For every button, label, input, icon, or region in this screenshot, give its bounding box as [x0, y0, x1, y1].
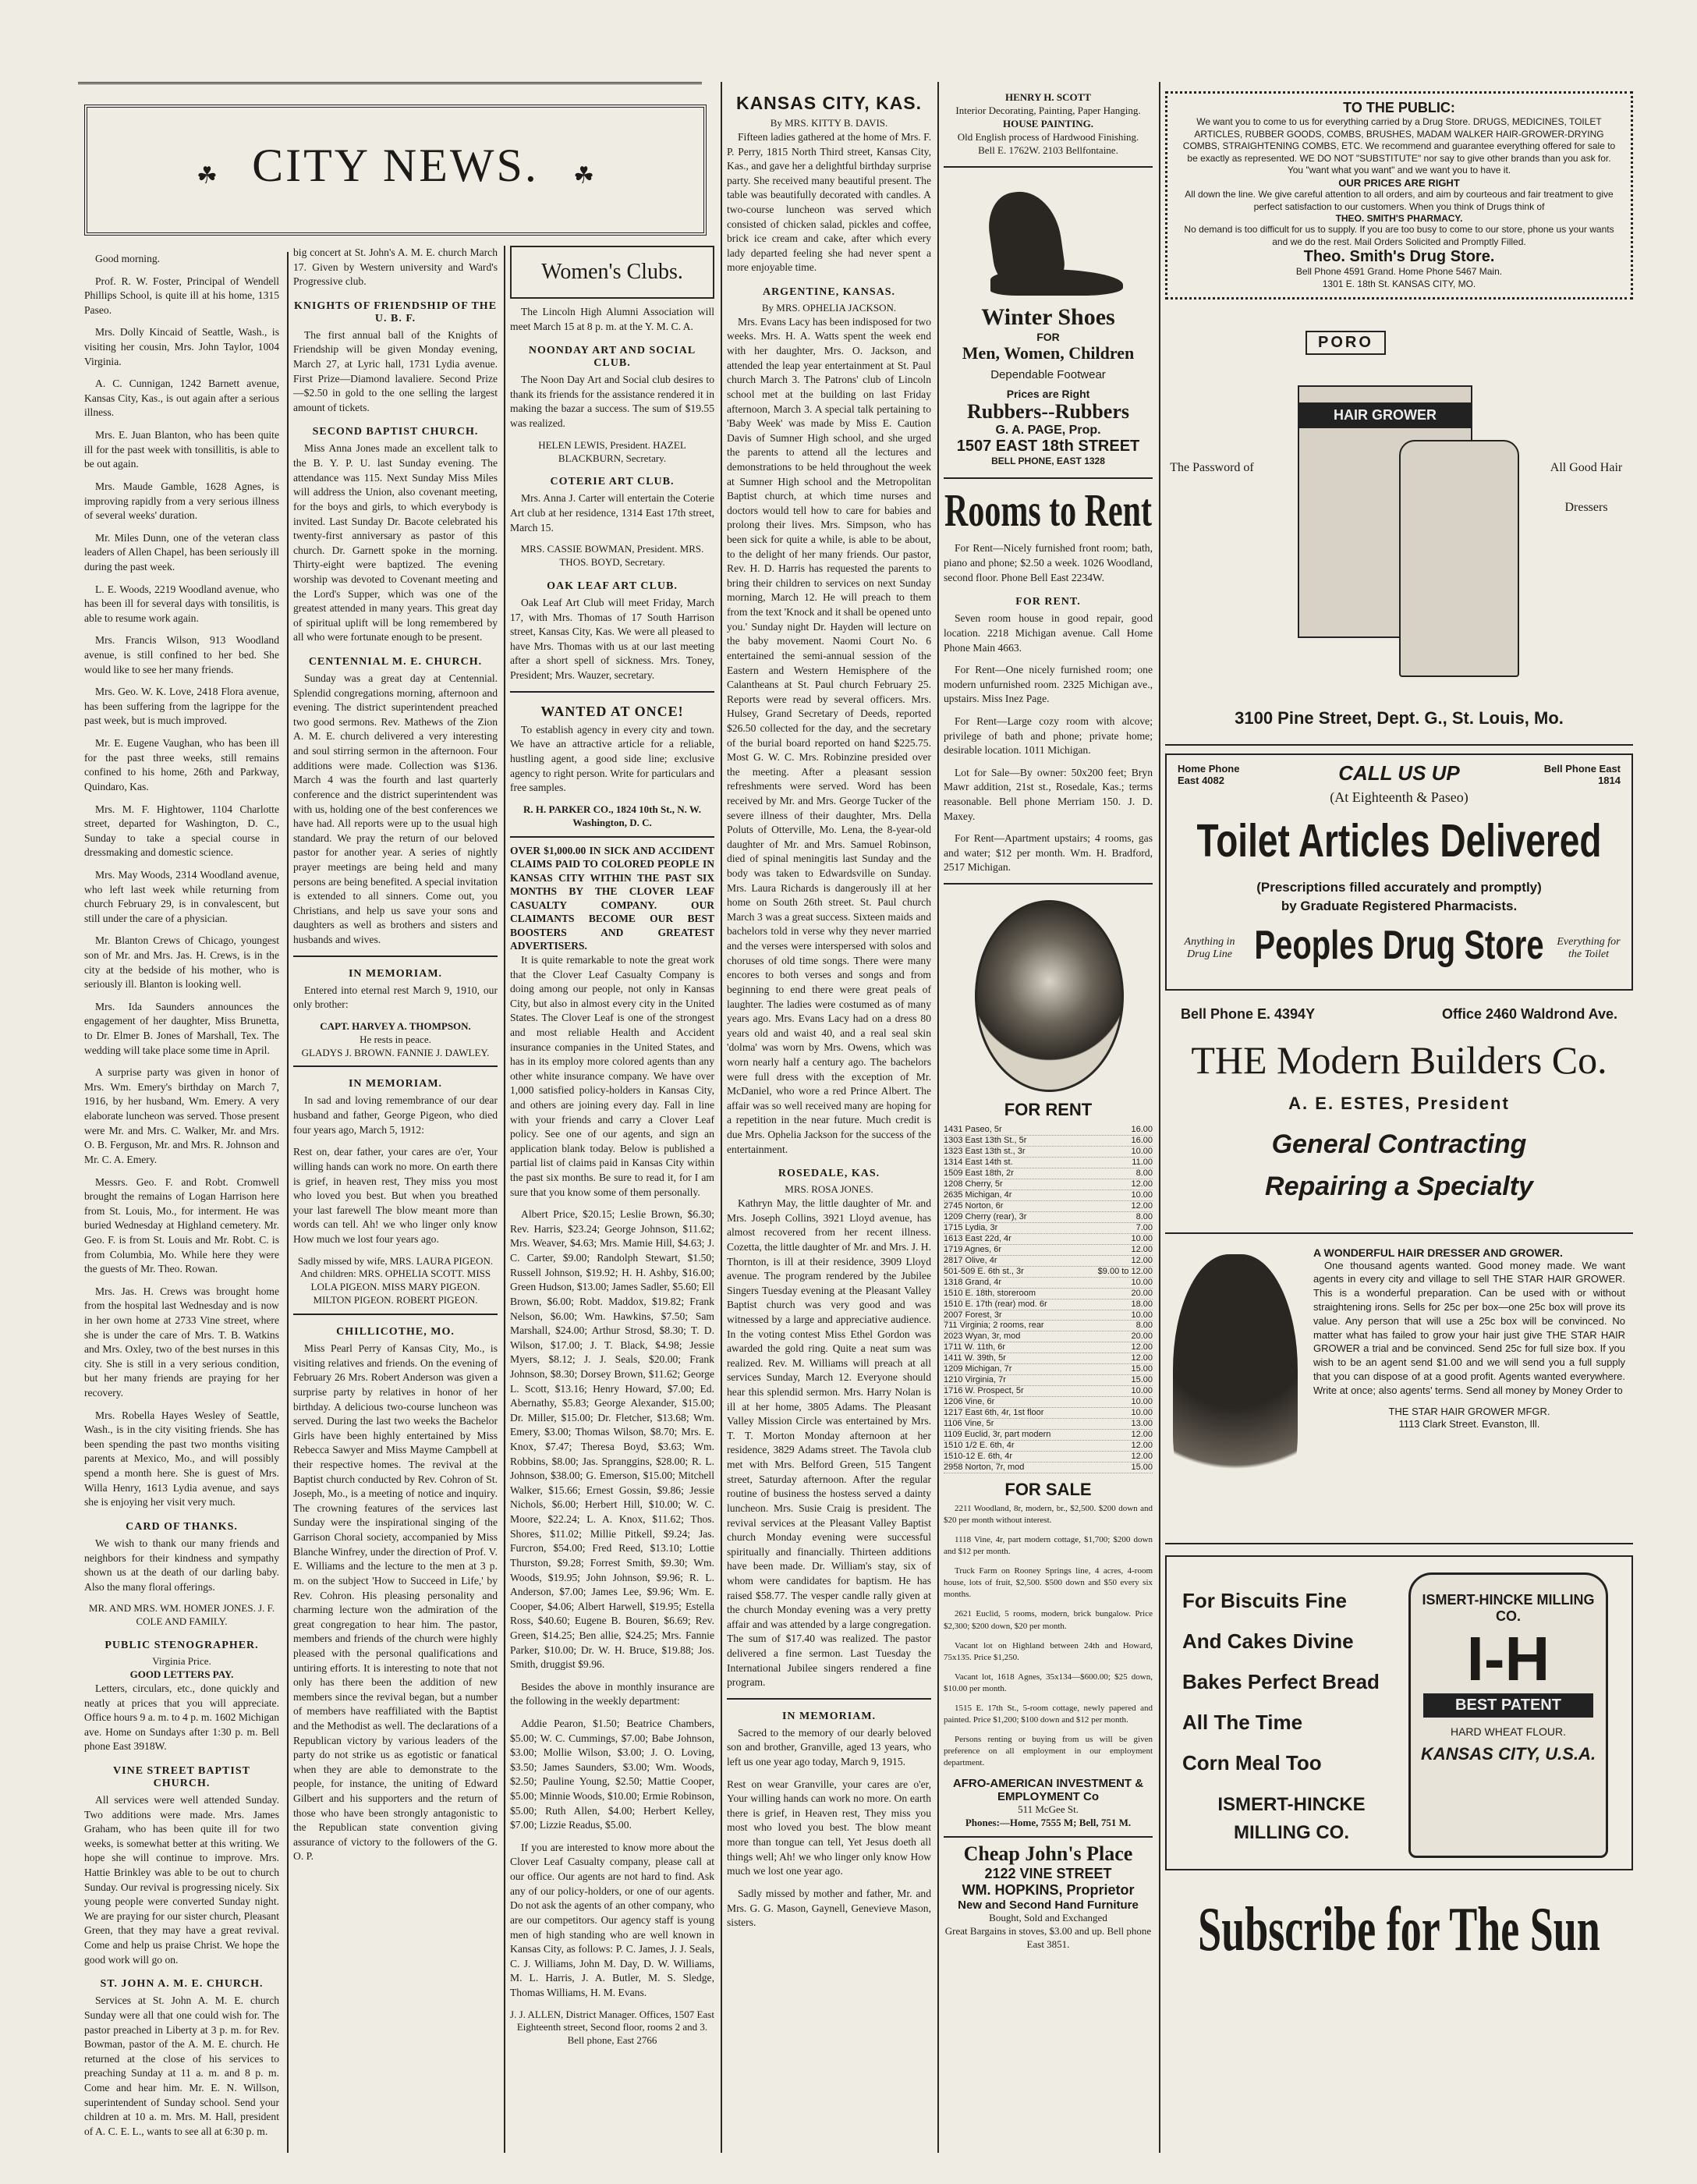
shoes-rubbers: Rubbers--Rubbers — [966, 400, 1130, 424]
clover-leaf-weekly-claims: Addie Pearon, $1.50; Beatrice Chambers, $5.00; W. C. Cummings, $7.00; Babe Johnson, $3.00; Mollie Wilson, $3.00; J. O. Loving, $3.50; James Saunders, $3.00; Wm. Woods, $2.50; Pauline Young, $2.50; Mattie Cooper, $5.00; Minnie Woods, $10.00; Ermie Robinson, $5.00; Ruth Allen, $4.00; Herbert Kelley, $7.00; Lizzie Readus, $5.00. — [510, 1717, 714, 1831]
masthead — [78, 82, 702, 240]
rosedale-text: Kathryn May, the little daughter of Mr. and Mrs. Joseph Collins, 3921 Lloyd avenue, has almost recovered from her recent illness. Cozetta, the little daughter of Mr. and Mrs. J. H. Thornton, is ill at their residence, 3909 Lloyd avenue. The program rendered by the Jubilee Singers Tuesday evening at the Pleasant Valley Baptist church was very good and was witnessed by a large and appreciative audience. In the voting contest Miss Ethel Gordon was awarded the gold ring. Quite a neat sum was realized. Rev. M. Williams will preach at all services Sunday, March 12. Everyone should hear this splendid sermon. Mrs. Harry Nolan is ill at her home, 3805 Adams. The Pleasant Valley Mission Circle was entertained by Mrs. T. T. Morton Monday afternoon at her residence, 3829 Adams street. The Tavola club met with Mrs. Belford Green, 515 Tangent street, Saturday afternoon. After the regular routine of business the hostess served a dainty luncheon. Mrs. Susie Craig is president. The revival services at the Pleasant Valley Baptist church Monday evening were successful spiritually and financially. Thirteen additions have been made. Dr. William's stay, six of whom were candidates for baptism. He has raised $58.77. The vesper candle rally given at the church Monday evening was a very pretty affair and was attended by a large congregation. The sum of $17.40 was realized. The pastor delivered a fine sermon. Last Tuesday the International Jubilee singers rendered a fine program. — [727, 1197, 931, 1689]
rent-price: 8.00 — [1135, 1321, 1153, 1331]
star-hair-company: THE STAR HAIR GROWER MFGR. — [1388, 1405, 1550, 1417]
argentine-text: Mrs. Evans Lacy has been indisposed for two weeks. Mrs. H. A. Watts spent the week end with her daughter, Mrs. O. Jackson, and attended the leap year entertainment at St. Paul church March 3. The Patrons' club of Lincoln school met at the building on last Friday afternoon, March 3. A special talk pertaining to 'Baby Week' was made by Miss E. Caution Davis of Sumner High school, and she urged the parents to attend all the lectures and demonstrations to be held throughout the week at Sumner High school and the Metropolitan Baptist church, at which time nurses and doctors would tell how to care for babies and prolong their lives. Mrs. Simpson, who has been sick for quite a while, is able to be about, to the delight of her many friends. Our pastor, Rev. H. D. Harris has requested the parents to bring their children to services on next Sunday morning, March 12. He will preach to them from the text 'Knock and it shall be opened unto you.' Sunday night Dr. Hayden will lecture on the baby movement. Naomi Court No. 6 entertained the semi-annual session of the Eastern and Western Hemisphere of the Calantheans at St. Paul church February 25. Reports were read by several officers. Mrs. Hulsey, Grand Secretary of Deeds, reported $26.50 collected for the day, and the secretary of the burial board reported on hand $225.75. Most G. W. C. Mrs. Robinzine presided over the meeting. After a pleasant session refreshments were served. Word has been received by Mr. and Mrs. George Tucker of the severe illness of their daughter, Mrs. Della Poluts of Otterville, Mo. Lena, the 8-year-old daughter of Mr. and Mrs. Samuel Robinson, died of spinal meningitis last Sunday and the body was taken to Edwardsville on Sunday. Mrs. Laura Richards is dangerously ill at her home on South 26th street. St. Paul church March 3 was a great success. Sixteen maids and bachelors told in verse why they never married and the verses were interspersed with solos and choruses of old time songs. There were many encores to both verses and songs and from beginning to end there were great peals of laughter. The ladies were costumed as of many years ago. Mrs. Evans Lacy had on a dress 80 years old and waist 40, and a real seal skin 'dolma' was worn by Mrs. Owens, which was worn nearly half a century ago. The bachelors were full dress with the exception of Mr. McDaniel, who wore a red Prince Albert. The affair was so well received many are hoping for a repetition in the near future. Much credit is due Mrs. Ophelia Jackson for the success of the entertainment. — [727, 315, 931, 1155]
rent-listing: Seven room house in good repair, good location. 2218 Michigan avenue. Call Home Phone Main 4663. — [944, 612, 1153, 654]
rent-row — [944, 1299, 1153, 1310]
rent-address: 1210 Virginia, 7r — [944, 1375, 1006, 1385]
rent-price: 10.00 — [1131, 1397, 1153, 1407]
news-item: Mrs. E. Juan Blanton, who has been quite ill for the past week with tonsillitis, is able to be out again. — [84, 429, 279, 470]
sale-listing: Vacant lot, 1618 Agnes, 35x134—$600.00; $25 down, $10.00 per month. — [944, 1672, 1153, 1693]
cheap-johns-address: 2122 VINE STREET — [984, 1865, 1112, 1881]
rent-address: 1510 1/2 E. 6th, 4r — [944, 1441, 1015, 1451]
star-hair-text-block — [1313, 1246, 1625, 1432]
call-us-up: CALL US UP — [1338, 760, 1460, 785]
rent-price: 16.00 — [1131, 1125, 1153, 1135]
shoes-prices: Prices are Right — [1006, 388, 1090, 401]
memoriam-heading: IN MEMORIAM. — [348, 1078, 443, 1090]
sale-listing: 2621 Euclid, 5 rooms, modern, brick bungalow. Price $2,300; $200 down, $20 per month. — [944, 1609, 1153, 1631]
rent-price: 8.00 — [1135, 1168, 1153, 1178]
rent-row — [944, 1125, 1153, 1136]
news-item: Mrs. Francis Wilson, 913 Woodland avenue, is still confined to her bed. She would like to see her many friends. — [84, 634, 279, 675]
scott-name: HENRY H. SCOTT — [1005, 91, 1091, 103]
poro-right-tagline: All Good Hair Dressers — [1550, 460, 1623, 514]
news-item: Mrs. Geo. W. K. Love, 2418 Flora avenue, has been suffering from the lagrippe for the past week, but is much improved. — [84, 686, 279, 727]
clover-ornament-icon: ☘ — [573, 163, 594, 189]
pharmacists-line: by Graduate Registered Pharmacists. — [1281, 898, 1518, 913]
column-rule — [937, 82, 939, 2153]
memoriam-signature: Sadly missed by mother and father, Mr. and Mrs. G. G. Mason, Gaynell, Genevieve Mason, sisters. — [727, 1887, 931, 1929]
column-ads-middle — [944, 91, 1153, 2153]
news-item: A surprise party was given in honor of Mrs. Wm. Emery's birthday on March 7, 1916, by her husband, Wm. Emery. A very elaborate luncheon was served. Those present were Mr. and Mrs. C. Walker, Mr. and Mrs. O. B. Ferguson, Mr. and Mrs. R. Johnson and Mr. C. A. Emery. — [84, 1066, 279, 1165]
rent-address: 2635 Michigan, 4r — [944, 1190, 1012, 1200]
peoples-store-name: Peoples Drug Store — [1254, 922, 1544, 967]
oak-leaf-text: Oak Leaf Art Club will meet Friday, March 17, with Mrs. Thomas of 17 South Harrison street, Kansas City, Kas. We were all pleased to have Mrs. Thomas with us at our last meeting after a short spell of sickness. Mrs. Toney, President; Mrs. Wauzer, secretary. — [510, 597, 714, 682]
scott-phone: Bell E. 1762W. 2103 Bellfontaine. — [978, 144, 1118, 156]
rent-row — [944, 1201, 1153, 1212]
builders-president: A. E. ESTES, President — [1288, 1093, 1510, 1113]
rent-address: 2745 Norton, 6r — [944, 1200, 1004, 1211]
concert-note: big concert at St. John's A. M. E. church March 17. Given by Western university and Ward's Progressive club. — [293, 246, 498, 288]
rent-price: 8.00 — [1135, 1211, 1153, 1221]
everything-toilet: Everything for the Toilet — [1557, 935, 1621, 960]
ih-slogan-line: And Cakes Divine — [1182, 1629, 1354, 1653]
builders-office: Office 2460 Waldrond Ave. — [1441, 1005, 1617, 1022]
stenographer-slogan: GOOD LETTERS PAY. — [129, 1668, 234, 1681]
rent-row — [944, 1462, 1153, 1473]
sack-ih: I-H — [1466, 1623, 1550, 1693]
ismert-hincke-ad — [1165, 1555, 1633, 1870]
news-item: Mr. E. Eugene Vaughan, who has been ill for the past three weeks, still remains confined to his home, 26th and Parkway, Quindaro, Kas. — [84, 737, 279, 792]
rent-row — [944, 1179, 1153, 1190]
rent-address: 1314 East 14th st. — [944, 1157, 1013, 1167]
rent-row — [944, 1331, 1153, 1342]
column-churches — [293, 246, 498, 2153]
column-kansas-news — [727, 91, 931, 2153]
news-item: Mrs. Ida Saunders announces the engagement of her daughter, Miss Brunetta, to Dr. Elmer B. Jones of Marshall, Tex. The wedding will take place some time in April. — [84, 1000, 279, 1056]
prescriptions-line: (Prescriptions filled accurately and promptly) — [1256, 879, 1542, 895]
scott-finishing: Old English process of Hardwood Finishing. — [957, 130, 1139, 143]
news-item: Mrs. Robella Hayes Wesley of Seattle, Wash., is in the city visiting friends. She has been spending the past two months visiting parents at Mexico, Mo., and will possibly spend a month here. She is guest of Mrs. Willa Henry, 1613 Lydia avenue, and says she is enjoying her visit very much. — [84, 1409, 279, 1509]
sack-company: ISMERT-HINCKE MILLING CO. — [1422, 1591, 1595, 1624]
cheap-johns-bought: Bought, Sold and Exchanged — [989, 1911, 1107, 1923]
oak-leaf-heading: OAK LEAF ART CLUB. — [547, 580, 678, 593]
public-text: We want you to come to us for everything carried by a Drug Store. DRUGS, MEDICINES, TOILET ARTICLES, RUBBER GOODS, COMBS, BRUSHES, MADAM WALKER HAIR-GROWER-DRYING COMBS, STRAIGHTENING COMBS, ETC. We recommend and guarantee everything offered for sale to be exactly as represented. WE DO NOT "SUBSTITUTE" nor say to give other brands than you ask for. You "want what you want" and we want you to have it. — [1182, 116, 1616, 176]
poro-product: HAIR GROWER — [1299, 402, 1471, 428]
memoriam-poem: Rest on, dear father, your cares are o'er, Your willing hands can work no more. On earth there is grief, in heaven rest, They miss you most who loved you best. But when you breathed your last farewell The blow meant more than words can tell. Ah! we who linger only know How much we lost four years ago. — [293, 1146, 498, 1245]
toilet-articles-headline: Toilet Articles Delivered — [1196, 813, 1602, 867]
rent-row — [944, 1419, 1153, 1430]
column-rule — [504, 246, 505, 2153]
rent-row — [944, 1234, 1153, 1245]
ih-slogan-line: For Biscuits Fine — [1182, 1588, 1347, 1612]
st-john-heading: ST. JOHN A. M. E. CHURCH. — [100, 1978, 264, 1991]
portrait-frame — [944, 883, 1153, 1095]
memoriam-name: CAPT. HARVEY A. THOMPSON. — [320, 1019, 471, 1032]
argentine-heading: ARGENTINE, KANSAS. — [762, 285, 896, 298]
noonday-signature: HELEN LEWIS, President. HAZEL BLACKBURN, Secretary. — [538, 438, 686, 464]
noonday-heading: NOONDAY ART AND SOCIAL CLUB. — [528, 345, 696, 370]
rent-address: 1206 Vine, 6r — [944, 1397, 995, 1407]
call-location: (At Eighteenth & Paseo) — [1330, 789, 1468, 805]
memoriam-text: Sacred to the memory of our dearly beloved son and brother, Granville, aged 13 years, who left us one year ago today, March 9, 1915. — [727, 1726, 931, 1768]
rent-address: 1411 W. 39th, 5r — [944, 1353, 1006, 1363]
rent-address: 1303 East 13th St., 5r — [944, 1136, 1027, 1145]
column-city-news — [84, 252, 279, 2153]
rent-price: 7.00 — [1135, 1222, 1153, 1232]
rent-row — [944, 1321, 1153, 1331]
poro-bottle-icon — [1399, 440, 1519, 677]
for-sale-heading: FOR SALE — [1004, 1480, 1092, 1500]
coterie-text: Mrs. Anna J. Carter will entertain the Coterie Art club at her residence, 1314 East 17th street, March 15. — [510, 492, 714, 534]
poro-brand: PORO — [1306, 331, 1386, 355]
rent-address: 711 Virginia; 2 rooms, rear — [944, 1321, 1044, 1331]
builders-name: THE Modern Builders Co. — [1191, 1037, 1607, 1082]
cheap-johns-proprietor: WM. HOPKINS, Proprietor — [962, 1881, 1135, 1898]
anything-drug-line: Anything in Drug Line — [1184, 935, 1235, 960]
card-of-thanks-text: We wish to thank our many friends and neighbors for their kindness and sympathy shown us at the death of our darling baby. Also the many floral offerings. — [84, 1537, 279, 1593]
rent-row — [944, 1397, 1153, 1408]
womens-clubs-banner: Women's Clubs. — [510, 246, 714, 299]
peoples-drug-ad — [1165, 753, 1633, 991]
city-news-banner — [84, 105, 707, 236]
rent-price: 12.00 — [1131, 1244, 1153, 1254]
rent-price: 12.00 — [1131, 1430, 1153, 1440]
wanted-text: To establish agency in every city and town. We have an attractive article for a reliable, hustling agent, a good side line; exclusive agency to right person. Write for particulars and free samples. — [510, 723, 714, 794]
subscribe-sun-banner: Subscribe for The Sun — [1198, 1893, 1600, 1964]
public-text: All down the line. We give careful attention to all orders, and aim by courteous and fair treatment to give perfect satisfaction to our customers. When you think of Drugs think of — [1185, 188, 1614, 212]
public-prices: OUR PRICES ARE RIGHT — [1338, 176, 1460, 189]
rent-row — [944, 1168, 1153, 1179]
rent-row — [944, 1158, 1153, 1168]
rent-address: 2817 Olive, 4r — [944, 1255, 997, 1265]
vine-street-text: All services were well attended Sunday. Two additions were made. Mrs. James Graham, who has been quite ill for two weeks, is somewhat better at this writing. We hope she will continue to improve. Mrs. Hattie Brinkley was able to be out to church Sunday. Our revival is progressing nicely. Six young people were converted Sunday night. We are praying for our sister church, Pleasant Green, that they may have a great revival. Come and help us praise Christ. We hope the good work will go on. — [84, 1793, 279, 1966]
news-item: Mr. Blanton Crews of Chicago, youngest son of Mr. and Mrs. Jas. H. Crews, is in the city at the bedside of his mother, who is seriously ill. Blanton is looking well. — [84, 934, 279, 991]
kansas-city-byline: By MRS. KITTY B. DAVIS. — [770, 117, 888, 129]
stenographer-name: Virginia Price. — [152, 1655, 211, 1668]
sack-kansas-city: KANSAS CITY, U.S.A. — [1420, 1743, 1596, 1764]
rosedale-heading: ROSEDALE, KAS. — [778, 1168, 880, 1180]
memoriam-heading: IN MEMORIAM. — [348, 967, 443, 980]
sale-listing: 2211 Woodland, 8r, modern, br., $2,500. $200 down and $20 per month without interest. — [944, 1504, 1153, 1526]
column-rule — [721, 82, 722, 2153]
second-baptist-heading: SECOND BAPTIST CHURCH. — [312, 426, 479, 438]
afro-american-phone: Phones:—Home, 7555 M; Bell, 751 M. — [965, 1817, 1132, 1829]
newspaper-page — [78, 82, 1634, 2153]
rent-row — [944, 1212, 1153, 1223]
rent-address: 1510 E. 18th, storeroom — [944, 1288, 1036, 1298]
column-ads-right — [1165, 91, 1633, 2153]
rent-row — [944, 1375, 1153, 1386]
news-item: Prof. R. W. Foster, Principal of Wendell Phillips School, is quite ill at his home, 1315 Paseo. — [84, 275, 279, 316]
rent-row — [944, 1408, 1153, 1419]
star-hair-text: One thousand agents wanted. Good money made. We want agents in every city and village to sell THE STAR HAIR GROWER. This is a wonderful preparation. Can be used with or without straightening irons. Sells for 25c per box—one 25c box will prove its value. Any person that will use a 25c box will be convinced. No matter what has failed to grow your hair just give THE STAR HAIR GROWER a trial and be convinced. Send 25c for full size box. If you wish to be an agent send $1.00 and we will send you a full supply that you can dispose of at a good profit. Agents wanted everywhere. Write at once; also agents' terms. Send all money by Money Order to — [1313, 1259, 1625, 1396]
column-womens-clubs — [510, 246, 714, 2153]
rent-price: 20.00 — [1131, 1288, 1153, 1298]
shoes-for: FOR — [1036, 331, 1060, 344]
sale-note: Persons renting or buying from us will be given preference on all employment in our employment department. — [944, 1734, 1153, 1768]
clover-leaf-text: It is quite remarkable to note the great work that the Clover Leaf Casualty Company is doing among our people, not only in Kansas City, but also in almost every city in the United States. The Clover Leaf is one of the strongest and most reliable Health and Accident insurance companies in the United States, and has in its employ more colored agents than any other white insurance company. We have over 1,000 satisfied policy-holders in Kansas City, and others are joining every day. Fall in line with your friends and carry a Clover Leaf policy. See one of our agents, and sign an application blank today. Below is published a partial list of claims paid in Kansas City within the past six months. Be sure to read it, for I am sure that you know some of them personally. — [510, 953, 714, 1198]
rent-address: 1719 Agnes, 6r — [944, 1244, 1002, 1254]
memoriam-rest: He rests in peace. — [360, 1033, 431, 1045]
drug-store-address: 1301 E. 18th St. KANSAS CITY, MO. — [1322, 278, 1476, 289]
rent-price: 10.00 — [1131, 1386, 1153, 1396]
sale-listing: Truck Farm on Rooney Springs line, 4 acres, 4-room house, lots of fruit, $2,500. $500 down and $50 every six months. — [944, 1566, 1153, 1600]
rooms-to-rent-headline: Rooms to Rent — [944, 487, 1152, 537]
public-pharmacy-name: THEO. SMITH'S PHARMACY. — [1335, 213, 1463, 225]
rent-price: 12.00 — [1131, 1452, 1153, 1462]
news-item: Mrs. May Woods, 2314 Woodland avenue, who left last week while returning from church February 29, is in convalescent, but still under the care of a physician. — [84, 868, 279, 924]
rent-price: 15.00 — [1131, 1462, 1153, 1473]
star-hair-grower-ad — [1165, 1246, 1633, 1544]
knights-heading: KNIGHTS OF FRIENDSHIP OF THE U. B. F. — [293, 300, 498, 324]
ih-slogan-line: Bakes Perfect Bread — [1182, 1669, 1380, 1693]
coterie-signature: MRS. CASSIE BOWMAN, President. MRS. THOS. BOYD, Secretary. — [520, 543, 704, 569]
shoes-audience: Men, Women, Children — [962, 343, 1135, 363]
rent-address: 501-509 E. 6th st., 3r — [944, 1266, 1024, 1276]
stenographer-text: Letters, circulars, etc., done quickly and neatly at prices that you will appreciate. Office hours 9 a. m. to 4 p. m. 1602 Michigan ave. Home on Sundays after 1:30 p. m. Bell phone East 3918W. — [84, 1682, 279, 1753]
memoriam-text: In sad and loving remembrance of our dear husband and father, George Pigeon, who died four years ago, March 5, 1912: — [293, 1094, 498, 1136]
drug-store-phones: Bell Phone 4591 Grand. Home Phone 5467 Main. — [1295, 266, 1503, 278]
wanted-heading: WANTED AT ONCE! — [540, 703, 684, 719]
public-text: No demand is too difficult for us to supply. If you are too busy to come to our store, phone us your wants and we do the rest. Mail Orders Solicited and Promptly Filled. — [1184, 224, 1614, 247]
shoes-phone: BELL PHONE, EAST 1328 — [991, 456, 1105, 467]
rent-price: 10.00 — [1131, 1190, 1153, 1200]
chillicothe-heading: CHILLICOTHE, MO. — [336, 1326, 455, 1338]
st-john-text: Services at St. John A. M. E. church Sunday were all that one could wish for. The pastor preached in Liberty at 3 p. m. for Rev. Bowman, pastor of the A. M. E. church. He returned at the close of his services to preaching Sunday at 11 a. m. and 8 p. m. Come and hear him. Mr. E. N. Willson, superintendent of Sunday school. Send your children at 10 a. m. Mrs. M. Hall, president of A. C. E. L., wants to see all at 6:30 p. m. — [84, 1994, 279, 2137]
poro-ad — [1165, 307, 1633, 746]
stenographer-heading: PUBLIC STENOGRAPHER. — [105, 1640, 259, 1652]
rent-price: 16.00 — [1131, 1136, 1153, 1145]
news-item: Mr. Miles Dunn, one of the veteran class leaders of Allen Chapel, has been seriously ill during the past week. — [84, 531, 279, 573]
rent-price: 12.00 — [1131, 1200, 1153, 1211]
cheap-johns-headline: Cheap John's Place — [963, 1842, 1133, 1865]
news-item: Mrs. Jas. H. Crews was brought home from the hospital last Wednesday and is now in her own home at 2733 Vine street, where she is under the care of Mrs. T. B. Watkins and Mrs. Oxley, two of the best nurses in this city. She is still in a very serious condition, but her many friends are praying for her recovery. — [84, 1285, 279, 1399]
afro-american-address: 511 McGee St. — [1018, 1803, 1079, 1816]
rent-price: 12.00 — [1131, 1441, 1153, 1451]
rent-address: 1613 East 22d, 4r — [944, 1233, 1011, 1243]
chillicothe-text: Miss Pearl Perry of Kansas City, Mo., is visiting relatives and friends. On the evening of February 26 Mrs. Robert Anderson was given a surprise party by relatives in honor of her birthday. A delicious two-course luncheon was served. During the last two weeks the Bachelor Girls have been highly entertained by Miss Rebecca Sawyer and Miss Mayme Campbell at their respective homes. The revival at the Baptist church conducted by Rev. Cohron of St. Joseph, Mo., is a meeting of notice and inquiry. The crowning features of the services last Sunday were the inspirational singing of the Garrison Choral society, accompanied by Miss Blanche Winfrey, under the direction of Prof. V. E. Williams and the lecture to the men at 3 p. m. on the subject 'How to Succeed in Life,' by Rev. Cohron. His pleasing personality and charming lecture won the admiration of the great congregation to hear him. The pastor, members and friends of the church were highly pleased with the personal qualifications and untiring efforts. It is interesting to note that not only has there been the addition of new members since the revival began, but a number of members have reaffiliated with the Baptist and the Methodist as well. The declarations of a Republican victory by various leaders of the party do not strike us as egotistic or fanatical when they are able to demonstrate to the people, for instance, the uniting of Edward Gilbert and his supporters and the return of those who have been strongly antagonistic to the Republican state convention giving assurance of victory to the followers of the G. O. P. — [293, 1342, 498, 1863]
rent-address: 2023 Wyan, 3r, mod — [944, 1331, 1021, 1342]
rent-price: 10.00 — [1131, 1146, 1153, 1156]
rent-address: 1106 Vine, 5r — [944, 1419, 994, 1429]
rent-row — [944, 1353, 1153, 1364]
scott-painting: HOUSE PAINTING. — [1002, 117, 1094, 129]
centennial-heading: CENTENNIAL M. E. CHURCH. — [308, 656, 483, 668]
clover-leaf-heading: OVER $1,000.00 IN SICK AND ACCIDENT CLAIMS PAID TO COLORED PEOPLE IN KANSAS CITY WITHIN THE PAST SIX MONTHS BY THE CLOVER LEAF CASUALTY COMPANY. OUR CLAIMANTS BECOME OUR BEST BOOSTERS AND GREATEST ADVERTISERS. — [510, 844, 714, 952]
clover-leaf-agents: If you are interested to know more about the Clover Leaf Casualty company, please call at our office. Our agents are not hard to find. Ask any of our policy-holders, or one of our agents. Do not ask the agents of an other company, who are our competitors. Our agency staff is young men of high standing who are well known in Kansas City, as follows: P. C. James, J. J. Seals, C. J. Williams, John M. Day, D. W. Williams, M. L. Harris, J. A. Butler, M. S. Sledge, Thomas Williams, H. M. Evans. — [510, 1841, 714, 1998]
henry-scott-ad — [944, 91, 1153, 157]
card-of-thanks-signature: MR. AND MRS. WM. HOMER JONES. J. F. COLE AND FAMILY. — [88, 1602, 275, 1628]
rent-address: 1509 East 18th, 2r — [944, 1168, 1014, 1178]
modern-builders-ad — [1165, 1006, 1633, 1234]
rent-address: 1323 East 13th st., 3r — [944, 1146, 1026, 1156]
rent-address: 1209 Cherry (rear), 3r — [944, 1211, 1027, 1221]
shoes-proprietor: G. A. PAGE, Prop. — [995, 424, 1101, 438]
rent-price: 12.00 — [1131, 1353, 1153, 1363]
rent-address: 1208 Cherry, 5r — [944, 1179, 1003, 1189]
rent-row — [944, 1278, 1153, 1289]
rent-price: 10.00 — [1131, 1310, 1153, 1320]
news-item: L. E. Woods, 2219 Woodland avenue, who has been ill for several days with tonsilitis, is able to resume work again. — [84, 583, 279, 624]
ih-company: ISMERT-HINCKE MILLING CO. — [1217, 1793, 1366, 1843]
clover-leaf-signature: J. J. ALLEN, District Manager. Offices, 1507 East Eighteenth street, Second floor, rooms 2 and 3. Bell phone, East 2766 — [510, 2008, 714, 2047]
poro-left-tagline: The Password of — [1170, 460, 1254, 474]
memoriam-signature: GLADYS J. BROWN. FANNIE J. DAWLEY. — [301, 1046, 490, 1058]
local-items — [84, 252, 279, 1510]
coterie-heading: COTERIE ART CLUB. — [550, 476, 675, 488]
noonday-text: The Noon Day Art and Social club desires to thank its friends for the assistance rendered it in making the bazar a success. The sum of $19.55 was realized. — [510, 374, 714, 430]
peoples-home-phone: Home Phone East 4082 — [1178, 762, 1240, 786]
rent-row — [944, 1190, 1153, 1201]
theo-smith-ad — [1165, 91, 1633, 300]
rent-row — [944, 1136, 1153, 1147]
rent-row — [944, 1364, 1153, 1375]
sack-best-patent: BEST PATENT — [1423, 1693, 1593, 1718]
lincoln-alumni-text: The Lincoln High Alumni Association will meet March 15 at 8 p. m. at the Y. M. C. A. — [510, 306, 714, 332]
rent-price: $9.00 to 12.00 — [1097, 1266, 1153, 1276]
peoples-bell-phone: Bell Phone East 1814 — [1543, 762, 1621, 786]
rent-address: 2007 Forest, 3r — [944, 1310, 1002, 1320]
centennial-text: Sunday was a great day at Centennial. Splendid congregations morning, afternoon and evening. The district superintendent preached two good sermons. Rev. Mathews of the Zion A. M. E. church delivered a very interesting and soul stirring sermon in the afternoon. Four additions were made. Collection was $136. March 4 was the fourth and last quarterly conference and the district superintendent was with us, holding one of the best conferences we have had. All reports were up to the usual high standard. We pray the return of our beloved pastor for another year. A series of nightly prayer meetings are being held and many persons are being benefited. A special invitation is extended to all sinners. Come out, you Christians, and help us save your sons and daughters as well as brothers and sisters and husbands and wives. — [293, 672, 498, 945]
rent-row — [944, 1430, 1153, 1441]
star-hair-address: 1113 Clark Street. Evanston, Ill. — [1398, 1418, 1540, 1431]
rent-price: 12.00 — [1131, 1255, 1153, 1265]
kansas-city-kas-heading: KANSAS CITY, KAS. — [735, 93, 923, 113]
cheap-johns-furniture: New and Second Hand Furniture — [958, 1898, 1139, 1912]
rent-address: 1318 Grand, 4r — [944, 1277, 1001, 1287]
rent-listing: For Rent—Apartment upstairs; 4 rooms, gas and water; $12 per month. Wm. H. Bradford, 2517 Michigan. — [944, 832, 1153, 874]
cheap-johns-bargains: Great Bargains in stoves, $3.00 and up. Bell phone East 3851. — [944, 1924, 1152, 1950]
sale-listing: 1515 E. 17th St., 5-room cottage, newly papered and painted. Price $1,200; $100 down and $12 per month. — [944, 1703, 1153, 1725]
rent-table — [944, 1125, 1153, 1473]
for-rent-table-heading: FOR RENT — [1004, 1100, 1093, 1120]
vine-street-heading: VINE STREET BAPTIST CHURCH. — [113, 1764, 250, 1789]
rent-price: 18.00 — [1131, 1299, 1153, 1309]
shoe-sole-icon — [990, 269, 1123, 296]
rent-address: 1217 East 6th, 4r, 1st floor — [944, 1408, 1044, 1418]
rent-row — [944, 1310, 1153, 1321]
sale-listing: 1118 Vine, 4r, part modern cottage, $1,700; $200 down and $12 per month. — [944, 1535, 1153, 1557]
clover-leaf-claims: Albert Price, $20.15; Leslie Brown, $6.30; Rev. Harris, $23.24; George Johnson, $11.62; Mrs. Weaver, $4.63; Mrs. Mamie Hill, $4.63; J. C. Carter, $9.00; Randolph Stewart, $1.50; Russell Johnson, $19.92; H. H. Ashby, $16.00; Green Hudson, $13.00; James Sadler, $5.60; Ell Brown, $6.00; Robt. Maddox, $19.82; Frank Nelson, $6.00; Wm. Hawkins, $7.50; Sam Marshall, $24.00; Arthur Strosd, $8.30; T. D. Wilson, $17.00; J. T. Black, $4.98; Jessie Myers, $8.12; J. J. Seals, $20.00; Frank Johnson, $8.30; Dorsey Brown, $11.62; George L. Scott, $13.16; Henry Howard, $7.00; Ed. Abernathy, $5.83; George Alexander, $15.00; Dr. Miller, $15.00; Dr. Fletcher, $13.68; Wm. Emery, $3.00; Thomas Wilson, $8.70; Mrs. E. Knox, $7.47; Theresa Boyd, $3.63; Wm. Robbins, $8.00; Jas. Spranggins, $28.00; R. L. Johnson, $38.00; G. Emerson, $15.00; Mitchell Walker, $15.66; Ernest Gossin, $9.86; Jessie Nichols, $6.00; Herbert Hill, $10.00; W. C. Moore, $22.24; L. A. Knox, $11.62; Thos. Shores, $11.02; Millie Pitkell, $9.24; Jas. Furcron, $54.00; Fred Reed, $13.10; Lottie Thurston, $9.28; Forrest Smith, $9.30; Wm. Woods, $19.95; John Johnson, $9.96; R. L. Anderson, $7.00; James Lee, $9.96; Wm. E. Cooper, $4.06; Albert Harwell, $19.95; Estella Ross, $40.60; Eugene B. Bouren, $6.69; Rev. Green, $14.25; Ben allie, $24.25; Mrs. Fannie Parker, $10.00; Dr. W. H. Bruce, $19.88; Jos. Smith, druggist $9.96. — [510, 1208, 714, 1671]
poro-address: 3100 Pine Street, Dept. G., St. Louis, Mo. — [1235, 707, 1564, 728]
column-rule — [287, 252, 289, 2153]
winter-shoes-ad — [944, 166, 1153, 304]
rosedale-byline: MRS. ROSA JONES. — [785, 1183, 873, 1196]
rent-row — [944, 1223, 1153, 1234]
news-item: A. C. Cunnigan, 1242 Barnett avenue, Kansas City, Kas., is out again after a serious illness. — [84, 378, 279, 419]
shoes-address: 1507 EAST 18th STREET — [956, 438, 1140, 456]
wanted-signature: R. H. PARKER CO., 1824 10th St., N. W. Washington, D. C. — [523, 803, 701, 828]
for-rent-heading: FOR RENT. — [1015, 596, 1081, 608]
rent-listing: For Rent—One nicely furnished room; one modern unfurnished room. 2325 Michigan ave., upstairs. Miss Inez Page. — [944, 664, 1153, 705]
woman-hair-illustration — [1173, 1254, 1298, 1512]
rent-address: 1510 E. 17th (rear) mod. 6r — [944, 1299, 1047, 1309]
rent-address: 1209 Michigan, 7r — [944, 1364, 1012, 1374]
afro-american-company: AFRO-AMERICAN INVESTMENT & EMPLOYMENT Co — [952, 1777, 1144, 1804]
ih-slogan — [1182, 1580, 1401, 1783]
rent-price: 10.00 — [1131, 1233, 1153, 1243]
rent-price: 12.00 — [1131, 1179, 1153, 1189]
scott-services: Interior Decorating, Painting, Paper Hanging. — [955, 104, 1141, 116]
news-item: Mrs. Maude Gamble, 1628 Agnes, is improving rapidly from a very serious illness of several weeks' duration. — [84, 480, 279, 522]
rent-row — [944, 1441, 1153, 1452]
rent-price: 10.00 — [1131, 1408, 1153, 1418]
rent-address: 1715 Lydia, 3r — [944, 1222, 998, 1232]
news-item: Good morning. — [95, 253, 161, 264]
rent-address: 1716 W. Prospect, 5r — [944, 1386, 1024, 1396]
news-item: Mrs. M. F. Hightower, 1104 Charlotte street, departed for Washington, D. C., Sunday to take a special course in dressmaking and domestic science. — [84, 803, 279, 859]
rent-listing: For Rent—Nicely furnished front room; bath, piano and phone; $2.50 a week. 1026 Woodland, second floor. Phone Bell East 2234W. — [944, 542, 1153, 583]
rent-row — [944, 1256, 1153, 1267]
flour-sack-icon — [1408, 1572, 1608, 1858]
memoriam-poem: Rest on wear Granville, your cares are o'er, Your willing hands can work no more. On earth there is grief, in Heaven rest, They miss you most who loved you best. The blow meant more than tongue can tell, Yet Jesus doeth all things well; Ah! we who linger only know How much we lost one year ago. — [727, 1778, 931, 1877]
clover-leaf-weekly-note: Besides the above in monthly insurance are the following in the weekly department: — [510, 1680, 714, 1707]
builders-phone: Bell Phone E. 4394Y — [1181, 1005, 1316, 1022]
sale-listing: Vacant lot on Highland between 24th and Howard, 75x135. Price $1,250. — [944, 1640, 1153, 1662]
rent-address: 2958 Norton, 7r, mod — [944, 1462, 1025, 1473]
rent-price: 20.00 — [1131, 1331, 1153, 1342]
rent-row — [944, 1342, 1153, 1353]
rent-row — [944, 1289, 1153, 1299]
kansas-city-text: Fifteen ladies gathered at the home of Mrs. F. P. Perry, 1815 North Third street, Kansas City, Kas., and gave her a delightful birthday surprise party. She received many beautiful present. The table was beautifully decorated with candles. A two-course luncheon was served which consisted of chicken salad, pickles and coffee, brick ice cream and cake, after which every lady departed feeling she had never spent a more enjoyable time. — [727, 130, 931, 274]
shoes-dependable: Dependable Footwear — [990, 368, 1106, 382]
page-title: CITY NEWS. — [252, 140, 539, 191]
news-item: Messrs. Geo. F. and Robt. Cromwell brought the remains of Logan Harrison here from St. Louis, Mo., for interment. He was buried Wednesday at Highland cemetery. Mr. Geo. F. is from St. Louis and Mr. Robt. C. is from Columbia, Mo. While here they were the guests of Mr. Theo. Rowan. — [84, 1175, 279, 1275]
rent-row — [944, 1386, 1153, 1397]
rent-row — [944, 1267, 1153, 1278]
rent-price: 15.00 — [1131, 1375, 1153, 1385]
rent-price: 15.00 — [1131, 1364, 1153, 1374]
knights-text: The first annual ball of the Knights of Friendship will be given Monday evening, March 27, at Lyric hall, 1731 Lydia avenue. First Prize—Diamond lavaliere. Second Prize—$2.50 in gold to the one selling the largest amount of tickets. — [293, 328, 498, 413]
repairing-specialty: Repairing a Specialty — [1265, 1171, 1533, 1201]
argentine-byline: By MRS. OPHELIA JACKSON. — [761, 301, 897, 314]
memoriam-heading: IN MEMORIAM. — [781, 1710, 877, 1722]
drug-store-name: Theo. Smith's Drug Store. — [1303, 248, 1495, 266]
rent-price: 12.00 — [1131, 1342, 1153, 1353]
news-item: Mrs. Dolly Kincaid of Seattle, Wash., is visiting her cousin, Mrs. John Taylor, 1004 Virginia. — [84, 326, 279, 367]
rent-price: 11.00 — [1132, 1157, 1153, 1167]
rent-listing: For Rent—Large cozy room with alcove; privilege of bath and phone; private home; desirable location. 1011 Michigan. — [944, 714, 1153, 757]
rent-row — [944, 1147, 1153, 1158]
rent-row — [944, 1245, 1153, 1256]
rent-price: 13.00 — [1131, 1419, 1153, 1429]
second-baptist-text: Miss Anna Jones made an excellent talk to the B. Y. P. U. last Sunday evening. The attendance was 115. Next Sunday Miss Miles will address the Union, also covenant meeting, for the boys and girls, to which everybody is invited. Last Sunday Dr. Bacote celebrated his twenty-first anniversary as pastor of this church. Dr. Garnett spoke in the morning. Thirty-eight were baptized. The evening worship was devoted to Covenant meeting and the Lord's Supper, which was one of the greatest attended in many years. This great day of spiritual uplift will be long remembered by all who were fortunate enough to be present. — [293, 442, 498, 644]
rent-address: 1711 W. 11th, 6r — [944, 1342, 1006, 1353]
rent-address: 1510-12 E. 6th, 4r — [944, 1452, 1013, 1462]
sack-flour: HARD WHEAT FLOUR. — [1450, 1725, 1567, 1738]
card-of-thanks-heading: CARD OF THANKS. — [126, 1520, 238, 1533]
memoriam-signature: Sadly missed by wife, MRS. LAURA PIGEON. And children: MRS. OPHELIA SCOTT. MISS LOLA PIGEON. MISS MARY PIGEON. MILTON PIGEON. ROBERT PIGEON. — [297, 1254, 494, 1306]
to-the-public-heading: TO THE PUBLIC: — [1343, 100, 1455, 115]
clover-ornament-icon: ☘ — [197, 163, 218, 189]
memoriam-text: Entered into eternal rest March 9, 1910, our only brother: — [293, 984, 498, 1011]
rent-row — [944, 1452, 1153, 1462]
rent-address: 1109 Euclid, 3r, part modern — [944, 1430, 1051, 1440]
lot-for-sale: Lot for Sale—By owner: 50x200 feet; Bryn Mawr addition, 21st st., Rosedale, Kas.; terms reasonable. Bell phone Merriam 150. J. D. Maxey. — [944, 766, 1153, 822]
rent-address: 1431 Paseo, 5r — [944, 1125, 1002, 1135]
ih-slogan-line: All The Time — [1182, 1710, 1303, 1734]
general-contracting: General Contracting — [1271, 1129, 1527, 1159]
ih-slogan-line: Corn Meal Too — [1182, 1750, 1322, 1774]
rent-price: 10.00 — [1131, 1277, 1153, 1287]
shoes-headline: Winter Shoes — [981, 304, 1115, 331]
column-rule — [1159, 82, 1160, 2153]
star-hair-heading: A WONDERFUL HAIR DRESSER AND GROWER. — [1313, 1246, 1563, 1259]
portrait-photo — [975, 900, 1124, 1092]
